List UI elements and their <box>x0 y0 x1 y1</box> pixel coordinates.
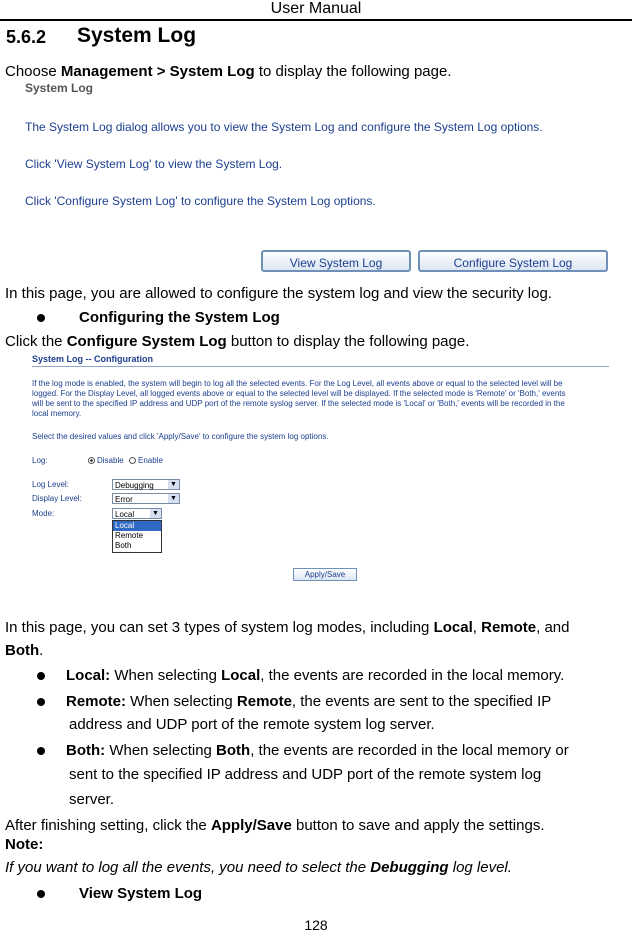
mode-local-bold: Local <box>221 667 261 684</box>
bullet-configuring-heading: Configuring the System Log <box>79 309 280 326</box>
para3-local: Local <box>433 619 473 636</box>
config-select-hint: Select the desired values and click 'Apply/Save' to configure the system log options. <box>32 432 329 441</box>
apply-save-button[interactable]: Apply/Save <box>293 568 357 581</box>
intro-menu-path: Management > System Log <box>60 63 255 80</box>
intro-text-end: to display the following page. <box>254 63 452 80</box>
header-rule <box>0 19 632 21</box>
system-log-config-hint: Click 'Configure System Log' to configure the System Log options. <box>25 194 376 208</box>
para3-text: In this page, you can set 3 types of system log modes, including <box>5 619 434 636</box>
mode-label: Mode: <box>32 509 55 518</box>
mode-remote-item <box>66 693 551 711</box>
disable-radio[interactable] <box>88 457 95 464</box>
mode-local-text-end: , the events are recorded in the local memory. <box>260 667 565 684</box>
note-debugging: Debugging <box>370 859 449 876</box>
enable-radio[interactable] <box>129 457 136 464</box>
mode-both-item <box>66 742 569 760</box>
page-header: User Manual <box>270 0 362 17</box>
config-desc-line-2: logged. For the Display Level, all logged events above or equal to the selected level will be displayed. If the selected mode is 'Remote' or 'Both,' events <box>32 389 566 398</box>
mode-remote-cont: address and UDP port of the remote system log server. <box>69 716 435 733</box>
view-system-log-button[interactable]: View System Log <box>261 250 411 272</box>
note-label: Note: <box>5 836 44 853</box>
mode-remote-term: Remote: <box>66 693 127 710</box>
mode-both-term: Both: <box>66 742 106 759</box>
chevron-down-icon: ▼ <box>150 509 161 518</box>
system-log-config-screenshot <box>31 352 611 584</box>
mode-local-text: When selecting <box>110 667 222 684</box>
log-level-value: Debugging <box>115 481 154 490</box>
mode-option-both[interactable]: Both <box>115 541 132 550</box>
mode-remote-text-end: , the events are sent to the specified IP <box>291 693 552 710</box>
log-label: Log: <box>32 456 48 465</box>
mode-remote-text: When selecting <box>126 693 237 710</box>
mode-dropdown-list <box>112 520 162 553</box>
para3-sep: , <box>472 619 482 636</box>
config-desc-line-3: will be sent to the specified IP address and UDP port of the remote syslog server. If the selected mode is 'Local' or 'Both,' events will be recorded in the <box>32 399 565 408</box>
paragraph-after-setting <box>5 817 544 835</box>
paragraph-click-configure <box>5 333 469 351</box>
mode-local-item <box>66 667 564 685</box>
log-level-label: Log Level: <box>32 480 69 489</box>
bullet-icon <box>37 672 45 680</box>
section-title: System Log <box>77 24 197 47</box>
mode-select[interactable] <box>112 508 162 519</box>
mode-both-bold: Both <box>216 742 251 759</box>
para3-text-end: , and <box>536 619 570 636</box>
bullet-icon <box>37 747 45 755</box>
mode-both-text: When selecting <box>105 742 217 759</box>
mode-value: Local <box>115 510 135 519</box>
config-title: System Log -- Configuration <box>32 354 153 364</box>
mode-both-cont: sent to the specified IP address and UDP port of the remote system log <box>69 766 542 783</box>
after-text: After finishing setting, click the <box>5 817 211 834</box>
system-log-screenshot <box>21 80 611 278</box>
chevron-down-icon: ▼ <box>168 480 179 489</box>
enable-label: Enable <box>138 456 163 465</box>
mode-option-remote[interactable]: Remote <box>115 531 144 540</box>
system-log-view-hint: Click 'View System Log' to view the System Log. <box>25 157 283 171</box>
para3-both: Both <box>5 642 40 659</box>
para2-button-name: Configure System Log <box>66 333 227 350</box>
display-level-select[interactable] <box>112 493 180 504</box>
mode-both-cont2: server. <box>69 791 115 808</box>
chevron-down-icon: ▼ <box>168 494 179 503</box>
intro-text: Choose <box>5 63 61 80</box>
mode-option-local[interactable]: Local <box>113 521 161 531</box>
paragraph-configure-view: In this page, you are allowed to configure the system log and view the security log. <box>5 285 552 302</box>
para3-remote: Remote <box>481 619 537 636</box>
note-text-start: If you want to log all the events, you need to select the <box>5 859 371 876</box>
note-text <box>5 859 512 877</box>
para2-text: Click the <box>5 333 67 350</box>
bullet-view-heading: View System Log <box>79 885 203 902</box>
para2-text-end: button to display the following page. <box>226 333 470 350</box>
bullet-icon <box>37 698 45 706</box>
display-level-value: Error <box>115 495 133 504</box>
mode-remote-bold: Remote <box>236 693 292 710</box>
display-level-label: Display Level: <box>32 494 82 503</box>
configure-system-log-button[interactable]: Configure System Log <box>418 250 608 272</box>
after-text-end: button to save and apply the settings. <box>291 817 545 834</box>
after-button-name: Apply/Save <box>210 817 292 834</box>
paragraph-modes-line1 <box>5 619 570 637</box>
para3-period: . <box>39 642 44 659</box>
note-text-end: log level. <box>448 859 512 876</box>
page-number: 128 <box>304 917 328 933</box>
mode-both-text-end: , the events are recorded in the local memory or <box>250 742 569 759</box>
paragraph-modes-line2 <box>5 642 43 660</box>
log-level-select[interactable] <box>112 479 180 490</box>
section-number: 5.6.2 <box>6 27 47 47</box>
intro-paragraph <box>5 63 451 81</box>
config-title-rule <box>32 366 609 367</box>
bullet-icon <box>37 314 45 322</box>
system-log-desc: The System Log dialog allows you to view the System Log and configure the System Log options. <box>25 120 543 134</box>
config-desc-line-4: local memory. <box>32 409 82 418</box>
config-desc-line-1: If the log mode is enabled, the system will begin to log all the selected events. For the Log Level, all events above or equal to the selected level will be <box>32 379 563 388</box>
disable-label: Disable <box>97 456 124 465</box>
bullet-icon <box>37 890 45 898</box>
system-log-title: System Log <box>25 81 94 95</box>
mode-local-term: Local: <box>66 667 111 684</box>
